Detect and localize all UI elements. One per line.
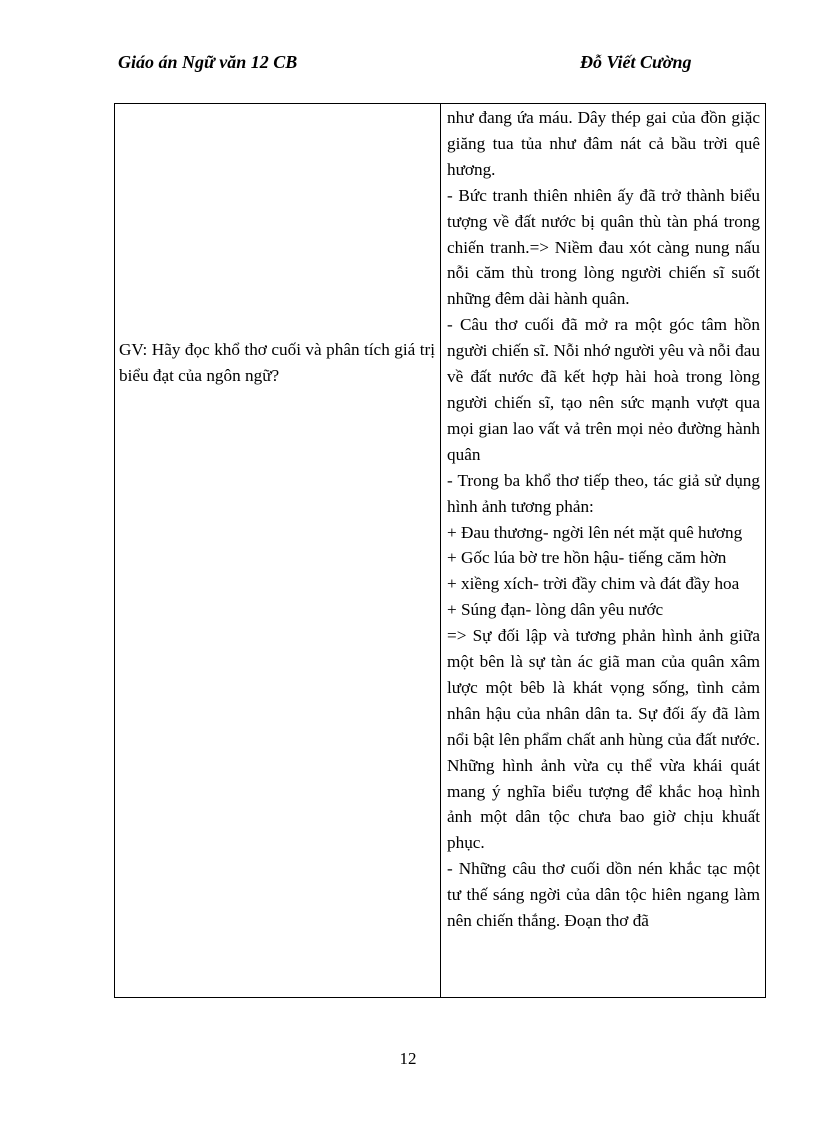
content-paragraph: + xiềng xích- trời đầy chim và đát đầy hoa <box>447 574 740 594</box>
page-header <box>118 52 698 80</box>
content-paragraph: + Gốc lúa bờ tre hồn hậu- tiếng căm hờn <box>447 548 727 568</box>
header-document-title: Giáo án Ngữ văn 12 CB <box>118 52 298 72</box>
content-paragraph: + Đau thương- ngời lên nét mặt quê hương <box>447 522 743 542</box>
table-row <box>115 104 766 998</box>
content-paragraph: - Trong ba khổ thơ tiếp theo, tác giả sử dụng hình ảnh tương phản: <box>447 470 760 516</box>
content-paragraph: => Sự đối lập và tương phản hình ảnh giữa một bên là sự tàn ác giã man của quân xâm lược một bêb là khát vọng sống, tình cảm nhân hậu của nhân dân ta. Sự đối ấy đã làm nổi bật lên phẩm chất anh hùng của đất nước. Những hình ảnh vừa cụ thể vừa khái quát mang ý nghĩa biểu tượng để khắc hoạ hình ảnh một dân tộc chưa bao giờ chịu khuất phục. <box>447 626 760 853</box>
lesson-content-table <box>114 103 766 998</box>
content-paragraph: - Những câu thơ cuối dồn nén khắc tạc một tư thế sáng ngời của dân tộc hiên ngang làm nên chiến thắng. Đoạn thơ đã <box>447 859 760 931</box>
teacher-activity-cell <box>115 104 441 998</box>
content-paragraph: như đang ứa máu. Dây thép gai của đồn giặc giăng tua tủa như đâm nát cả bầu trời quê hương. <box>447 108 760 179</box>
content-paragraph: + Súng đạn- lòng dân yêu nước <box>447 600 664 620</box>
content-paragraph: - Câu thơ cuối đã mở ra một góc tâm hồn người chiến sĩ. Nỗi nhớ người yêu và nỗi đau về đất nước đã kết hợp hài hoà trong lòng người chiến sĩ, tạo nên sức mạnh vượt qua mọi gian lao vất vả trên mọi nẻo đường hành quân <box>447 315 760 464</box>
header-author-name: Đỗ Viết Cường <box>580 52 692 72</box>
content-paragraph: - Bức tranh thiên nhiên ấy đã trở thành biểu tượng về đất nước bị quân thù tàn phá trong chiến tranh.=> Niềm đau xót càng nung nấu nỗi căm thù trong lòng người chiến sĩ suốt những đêm dài hành quân. <box>447 185 760 309</box>
teacher-question: GV: Hãy đọc khổ thơ cuối và phân tích giá trị biểu đạt của ngôn ngữ? <box>119 340 435 385</box>
page-number: 12 <box>399 1049 417 1068</box>
lesson-content-cell <box>441 104 766 998</box>
